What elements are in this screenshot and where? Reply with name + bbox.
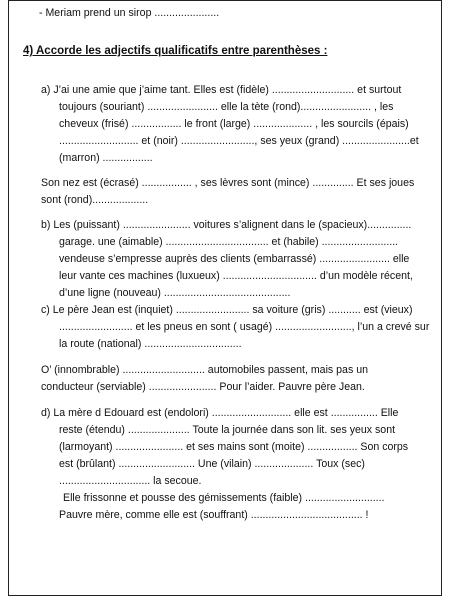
exercise-d-line-4: est (brûlant) .......................... Une (vilain) .................... Toux (sec) bbox=[59, 458, 365, 470]
exercise-b-line-5: d’une ligne (nouveau) ........................................... bbox=[59, 287, 291, 299]
exercise-c-line-5: conducteur (serviable) ....................... Pour l’aider. Pauvre père Jean. bbox=[41, 381, 365, 393]
exercise-d-line-7: Pauvre mère, comme elle est (souffrant) ...................................... ! bbox=[59, 509, 369, 521]
exercise-c-line-3: la route (national) ................................. bbox=[59, 338, 242, 350]
worksheet-page bbox=[8, 0, 442, 596]
exercise-d-line-3: (larmoyant) ....................... et ses mains sont (moite) ................. Son corps bbox=[59, 441, 409, 453]
exercise-a-line-4: ........................... et (noir) ........................., ses yeux (grand) .......................et bbox=[59, 135, 419, 147]
exercise-d-line-2: reste (étendu) ..................... Toute la journée dans son lit. ses yeux sont bbox=[59, 424, 396, 436]
exercise-d-line-1: d) La mère d Edouard est (endolori) ........................... elle est ................ Elle bbox=[41, 407, 399, 419]
exercise-c-line-4: O’ (innombrable) ............................ automobiles passent, mais pas un bbox=[41, 364, 368, 376]
exercise-a-line-7: sont (rond)................... bbox=[41, 194, 149, 206]
exercise-d-line-6: Elle frissonne et pousse des gémissements (faible) ........................... bbox=[63, 492, 385, 504]
exercise-b-line-4: leur vante ces machines (luxueux) ................................ d’un modèle récent, bbox=[59, 270, 413, 282]
top-border bbox=[8, 0, 442, 1]
exercise-a-line-2: toujours (souriant) ........................ elle la tète (rond)........................ , les bbox=[59, 101, 394, 113]
exercise-b-line-1: b) Les (puissant) ....................... voitures s’alignent dans le (spacieux)............... bbox=[41, 219, 412, 231]
exercise-b-line-3: vendeuse s’empresse auprès des clients (embarrassé) ........................ elle bbox=[59, 253, 410, 265]
exercise-a-line-6: Son nez est (écrasé) ................. , ses lèvres sont (mince) .............. Et ses joues bbox=[41, 177, 415, 189]
exercise-c-line-2: ......................... et les pneus en sont ( usagé) .........................., l’un a crevé sur bbox=[59, 321, 430, 333]
exercise-b-line-2: garage. une (aimable) ................................... et (habile) .......................... bbox=[59, 236, 399, 248]
exercise-a-line-3: cheveux (frisé) ................. le front (large) .................... , les sourcils (épais) bbox=[59, 118, 409, 130]
exercise-c-line-1: c) Le père Jean est (inquiet) ......................... sa voiture (gris) ........... est (vieux) bbox=[41, 304, 413, 316]
exercise-a-line-1: a) J’ai une amie que j’aime tant. Elles est (fidèle) ............................ et surtout bbox=[41, 84, 402, 96]
previous-exercise-line: - Meriam prend un sirop ...................... bbox=[39, 7, 220, 19]
exercise-a-line-5: (marron) ................. bbox=[59, 152, 153, 164]
section-heading: 4) Accorde les adjectifs qualificatifs entre parenthèses : bbox=[23, 45, 328, 57]
exercise-d-line-5: ............................... la secoue. bbox=[59, 475, 202, 487]
